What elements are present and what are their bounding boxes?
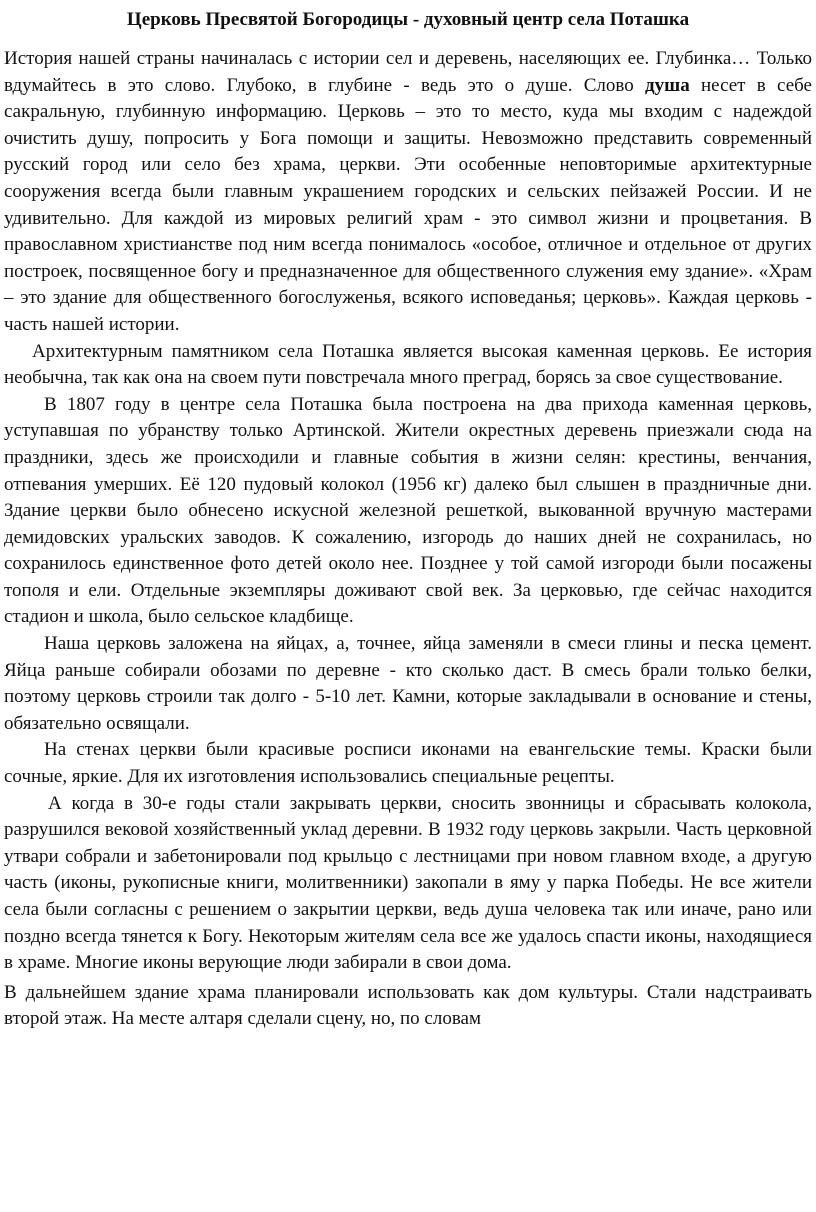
paragraph-intro-text-start: История нашей страны начиналась с истории сел и деревень, населяющих ее. Глубинка… Только вдумайтесь в это слово. Глубоко, в глубине - ведь это о душе. Слово (4, 48, 812, 96)
paragraph-intro (4, 46, 812, 339)
paragraph-construction: Наша церковь заложена на яйцах, а, точнее, яйца заменяли в смеси глины и песка цемент. Яйца раньше собирали обозами по деревне - кто сколько даст. В смесь брали только белки, поэтому церковь строили так долго - 5-10 лет. Камни, которые закладывали в основание и стены, обязательно освящали. (4, 633, 812, 734)
paragraph-later-use: В дальнейшем здание храма планировали использовать как дом культуры. Стали надстраивать второй этаж. На месте алтаря сделали сцену, но, по словам (4, 981, 812, 1030)
emphasized-word: душа (645, 74, 690, 96)
paragraph-history-1807: В 1807 году в центре села Поташка была построена на два прихода каменная церковь, уступавшая по убранству только Артинской. Жители окрестных деревень приезжали сюда на праздники, здесь же происходили и главные события в жизни селян: крестины, венчания, отпевания умерших. Её 120 пудовый колокол (1956 кг) далеко был слышен в праздничные дни. Здание церкви было обнесено искусной железной решеткой, выкованной вручную мастерами демидовских уральских заводов. К сожалению, изгородь до наших дней не сохранилась, но сохранилось единственное фото детей около нее. Позднее у той самой изгороди были посажены тополя и ели. Отдельные экземпляры доживают свой век. За церковью, где сейчас находится стадион и школа, было сельское кладбище. (4, 393, 812, 628)
paragraph-architecture: Архитектурным памятником села Поташка является высокая каменная церковь. Ее история необычна, так как она на своем пути повстречала много преград, борясь за свое существование. (4, 340, 812, 389)
paragraph-intro-text-end: несет в себе сакральную, глубинную информацию. Церковь – это то место, куда мы входим с надеждой очистить душу, попросить у Бога помощи и защиты. Невозможно представить современный русский город или село без храма, церкви. Эти особенные неповторимые архитектурные сооружения всегда были главным украшением городских и сельских пейзажей России. И не удивительно. Для каждой из мировых религий храм - это символ жизни и процветания. В православном христианстве под ним всегда понималось «особое, отличное и отдельное от других построек, посвященное богу и предназначенное для общественного служения ему здание». «Храм – это здание для общественного богослуженья, всякого исповеданья; церковь». Каждая церковь - часть нашей истории. (4, 74, 812, 335)
paragraph-closure: А когда в 30-е годы стали закрывать церкви, сносить звонницы и сбрасывать колокола, разрушился вековой хозяйственный уклад деревни. В 1932 году церковь закрыли. Часть церковной утвари собрали и забетонировали под крыльцо с лестницами при новом главном входе, а другую часть (иконы, рукописные книги, молитвенники) закопали в яму у парка Победы. Не все жители села были согласны с решением о закрытии церкви, ведь душа человека так или иначе, рано или поздно всегда тянется к Богу. Некоторым жителям села все же удалось спасти иконы, находящиеся в храме. Многие иконы верующие люди забирали в свои дома. (4, 792, 812, 974)
document-title: Церковь Пресвятой Богородицы - духовный центр села Поташка (126, 9, 690, 30)
paragraph-paintings: На стенах церкви были красивые росписи иконами на евангельские темы. Краски были сочные, яркие. Для их изготовления использовались специальные рецепты. (4, 739, 812, 788)
